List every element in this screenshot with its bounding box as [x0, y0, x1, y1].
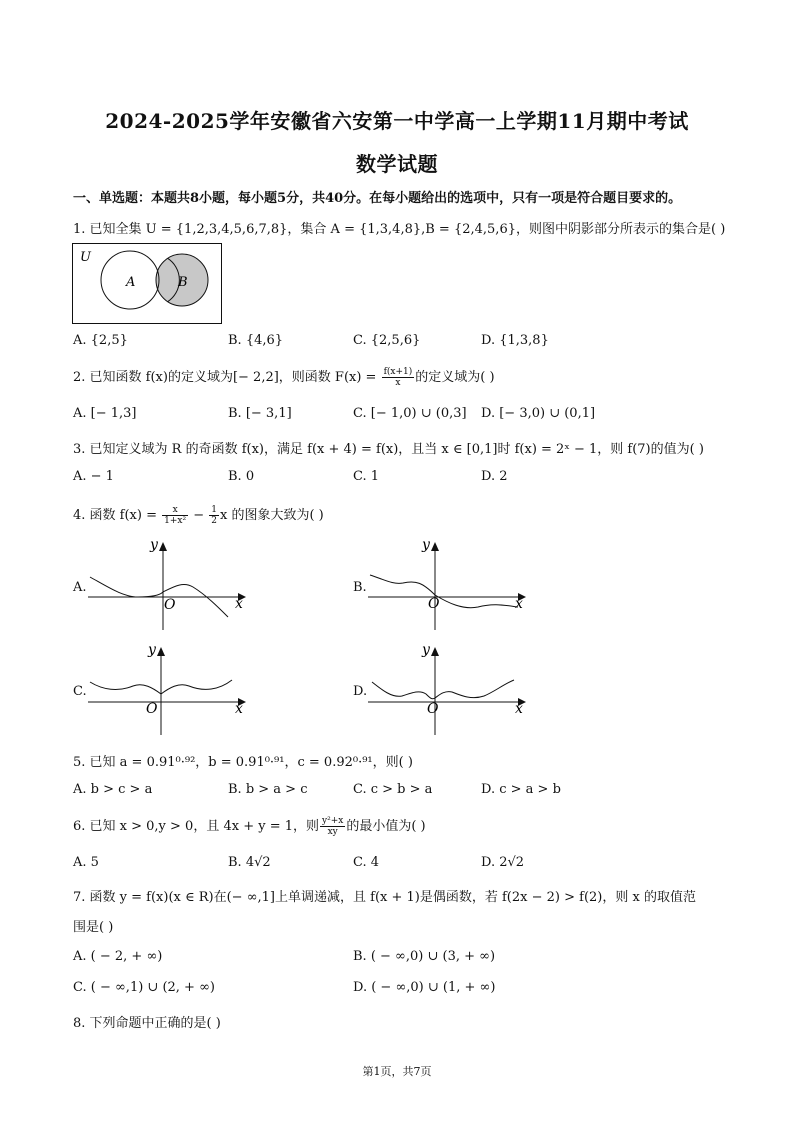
question-2-stem	[73, 366, 495, 388]
q4-stem-after: x 的图象大致为( )	[219, 508, 324, 523]
q6-fraction	[320, 816, 345, 837]
q6-option-a: A. 5	[73, 855, 99, 870]
q4-stem-before: 4. 函数 f(x) =	[73, 508, 162, 523]
q4-frac2-den: 2	[211, 516, 217, 526]
question-8-stem: 8. 下列命题中正确的是( )	[73, 1016, 221, 1031]
x-axis-label: x	[515, 596, 523, 612]
q3-option-a: A. − 1	[73, 469, 114, 484]
q3-option-d: D. 2	[481, 469, 508, 484]
q4-minus: −	[189, 508, 209, 523]
q5-option-d: D. c > a > b	[481, 782, 561, 797]
q6-option-d: D. 2√2	[481, 855, 525, 870]
q4-option-d-label: D.	[353, 684, 368, 699]
q7-option-c: C. ( − ∞,1) ∪ (2, + ∞)	[73, 980, 215, 995]
origin-label: O	[164, 597, 176, 613]
q6-frac-den: xy	[327, 827, 338, 837]
q2-option-b: B. [− 3,1]	[228, 406, 292, 421]
q5-option-c: C. c > b > a	[353, 782, 433, 797]
y-axis-label: y	[148, 642, 156, 658]
q2-option-d: D. [− 3,0) ∪ (0,1]	[481, 406, 596, 421]
question-7-stem-line-1: 7. 函数 y = f(x)(x ∈ R)在(− ∞,1]上单调递减，且 f(x + 1)是偶函数，若 f(2x − 2) > f(2)，则 x 的取值范	[73, 890, 696, 905]
q4-frac2-num: 1	[211, 505, 217, 515]
q2-option-c: C. [− 1,0) ∪ (0,3]	[353, 406, 467, 421]
y-axis-arrow-icon	[159, 542, 167, 551]
q4-option-b-label: B.	[353, 580, 367, 595]
q5-option-b: B. b > a > c	[228, 782, 308, 797]
question-3-stem: 3. 已知定义域为 R 的奇函数 f(x)，满足 f(x + 4) = f(x)，且当 x ∈ [0,1]时 f(x) = 2ˣ − 1，则 f(7)的值为( )	[73, 442, 704, 457]
y-axis-label: y	[422, 642, 430, 658]
q6-stem-after: 的最小值为( )	[346, 819, 426, 834]
q2-stem-before: 2. 已知函数 f(x)的定义域为[− 2,2]，则函数 F(x) =	[73, 370, 381, 385]
q2-frac-num: f(x+1)	[383, 367, 413, 377]
page-number: 第1页，共7页	[362, 1065, 432, 1078]
q2-stem-after: 的定义域为( )	[415, 370, 495, 385]
venn-set-a-label: A	[126, 275, 136, 290]
section-heading: 一、单选题：本题共8小题，每小题5分，共40分。在每小题给出的选项中，只有一项是符合题目要求的。	[73, 191, 682, 206]
venn-universe-label: U	[80, 250, 91, 265]
q4-graph-d	[368, 640, 538, 740]
q7-option-a: A. ( − 2, + ∞)	[73, 949, 163, 964]
question-6-stem	[73, 815, 426, 837]
q4-fraction-1	[162, 505, 188, 526]
question-5-stem: 5. 已知 a = 0.91⁰·⁹²，b = 0.91⁰·⁹¹，c = 0.92⁰·⁹¹，则( )	[73, 755, 413, 770]
venn-set-b-label: B	[178, 275, 188, 290]
y-axis-arrow-icon	[431, 542, 439, 551]
x-axis-label: x	[235, 596, 243, 612]
q6-option-b: B. 4√2	[228, 855, 271, 870]
q1-option-b: B. {4,6}	[228, 333, 284, 348]
q4-option-a-label: A.	[73, 580, 87, 595]
q4-graph-a	[88, 535, 258, 635]
q4-frac1-num: x	[162, 505, 188, 516]
question-7-stem-line-2: 围是( )	[73, 920, 114, 935]
q2-option-a: A. [− 1,3]	[73, 406, 137, 421]
curve	[372, 680, 514, 699]
q1-option-c: C. {2,5,6}	[353, 333, 421, 348]
q1-option-a: A. {2,5}	[73, 333, 128, 348]
curve	[370, 575, 518, 608]
x-axis-label: x	[235, 701, 243, 717]
q4-frac1-den: 1+x²	[164, 516, 187, 526]
origin-label: O	[146, 701, 158, 717]
q4-fraction-2	[209, 505, 219, 526]
q4-graph-c	[88, 640, 258, 740]
q3-option-b: B. 0	[228, 469, 255, 484]
y-axis-label: y	[422, 537, 430, 553]
q6-option-c: C. 4	[353, 855, 380, 870]
y-axis-arrow-icon	[157, 647, 165, 656]
q7-option-d: D. ( − ∞,0) ∪ (1, + ∞)	[353, 980, 496, 995]
question-1-stem: 1. 已知全集 U = {1,2,3,4,5,6,7,8}，集合 A = {1,3,4,8},B = {2,4,5,6}，则图中阴影部分所表示的集合是( )	[73, 222, 726, 237]
q1-option-d: D. {1,3,8}	[481, 333, 549, 348]
origin-label: O	[427, 701, 439, 717]
q6-stem-before: 6. 已知 x > 0,y > 0，且 4x + y = 1，则	[73, 819, 319, 834]
y-axis-label: y	[150, 537, 158, 553]
x-axis-label: x	[515, 701, 523, 717]
q5-option-a: A. b > c > a	[73, 782, 153, 797]
q6-frac-num: y²+x	[322, 816, 344, 826]
q4-option-c-label: C.	[73, 684, 87, 699]
page-subtitle: 数学试题	[356, 152, 438, 176]
page-title: 2024-2025学年安徽省六安第一中学高一上学期11月期中考试	[105, 109, 689, 133]
y-axis-arrow-icon	[431, 647, 439, 656]
venn-diagram	[72, 243, 222, 324]
question-4-stem	[73, 504, 324, 526]
origin-label: O	[428, 596, 440, 612]
q2-frac-den: x	[395, 378, 401, 388]
q2-fraction	[382, 367, 415, 388]
q3-option-c: C. 1	[353, 469, 380, 484]
q4-graph-b	[368, 535, 538, 635]
q7-option-b: B. ( − ∞,0) ∪ (3, + ∞)	[353, 949, 496, 964]
